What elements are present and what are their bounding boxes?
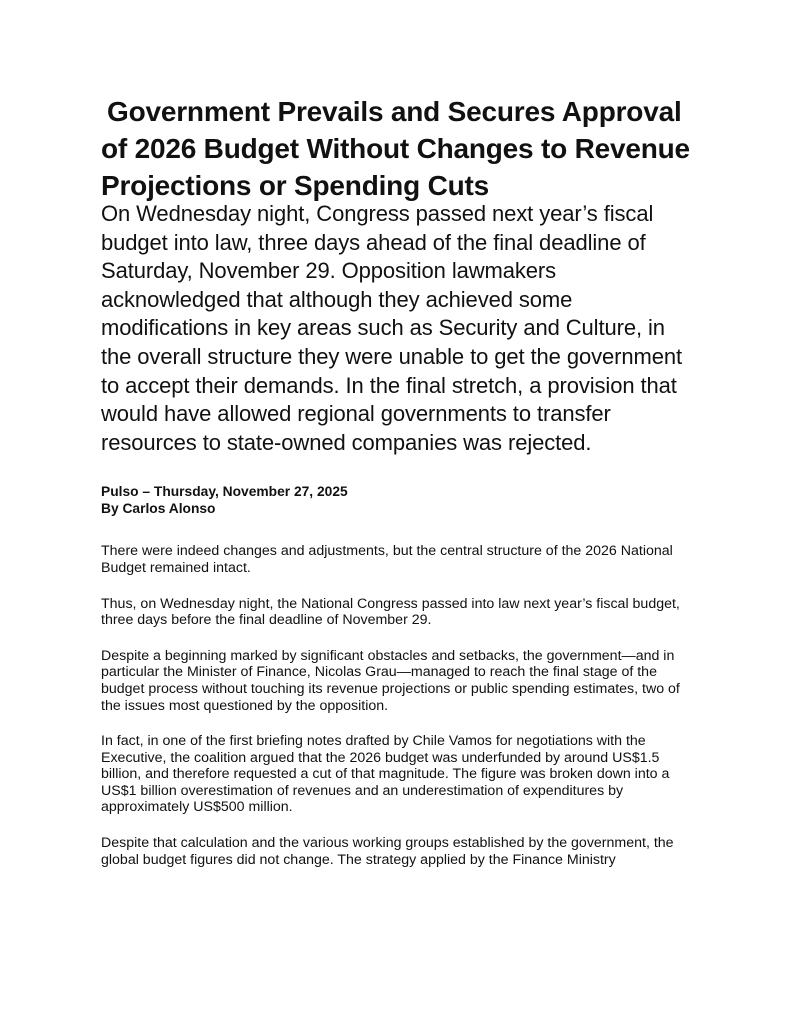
article-standfirst: On Wednesday night, Congress passed next year’s fiscal budget into law, three days ahead of the final deadline of Saturday, November 29. Opposition lawmakers acknowledged that although they achieved some modifications in key areas such as Security and Culture, in the overall structure they were unable to get the government to accept their demands. In the final stretch, a provision that would have allowed regional governments to transfer resources to state-owned companies was rejected. bbox=[101, 201, 683, 455]
article-headline bbox=[101, 93, 701, 204]
body-paragraph: In fact, in one of the first briefing notes drafted by Chile Vamos for negotiations with the Executive, the coalition argued that the 2026 budget was underfunded by around US$1.5 billion, and therefore requested a cut of that magnitude. The figure was broken down into a US$1 billion overestimation of revenues and an underestimation of expenditures by approximately US$500 million. bbox=[101, 733, 670, 816]
dateline: Pulso – Thursday, November 27, 2025 bbox=[101, 484, 348, 500]
article bbox=[101, 93, 701, 887]
article-body bbox=[101, 543, 701, 868]
headline-text: Government Prevails and Secures Approval of 2026 Budget Without Changes to Revenue Projections or Spending Cuts bbox=[101, 96, 690, 201]
body-paragraph: Despite a beginning marked by significant obstacles and setbacks, the government—and in particular the Minister of Finance, Nicolas Grau—managed to reach the final stage of the budget process without touching its revenue projections or public spending estimates, two of the issues most questioned by the opposition. bbox=[101, 647, 680, 714]
byline bbox=[101, 483, 701, 517]
body-paragraph: Thus, on Wednesday night, the National Congress passed into law next year’s fiscal budget, three days before the final deadline of November 29. bbox=[101, 595, 680, 629]
author: By Carlos Alonso bbox=[101, 501, 216, 517]
body-paragraph: There were indeed changes and adjustments, but the central structure of the 2026 National Budget remained intact. bbox=[101, 543, 673, 576]
body-paragraph: Despite that calculation and the various working groups established by the government, the global budget figures did not change. The strategy applied by the Finance Ministry bbox=[101, 835, 674, 868]
